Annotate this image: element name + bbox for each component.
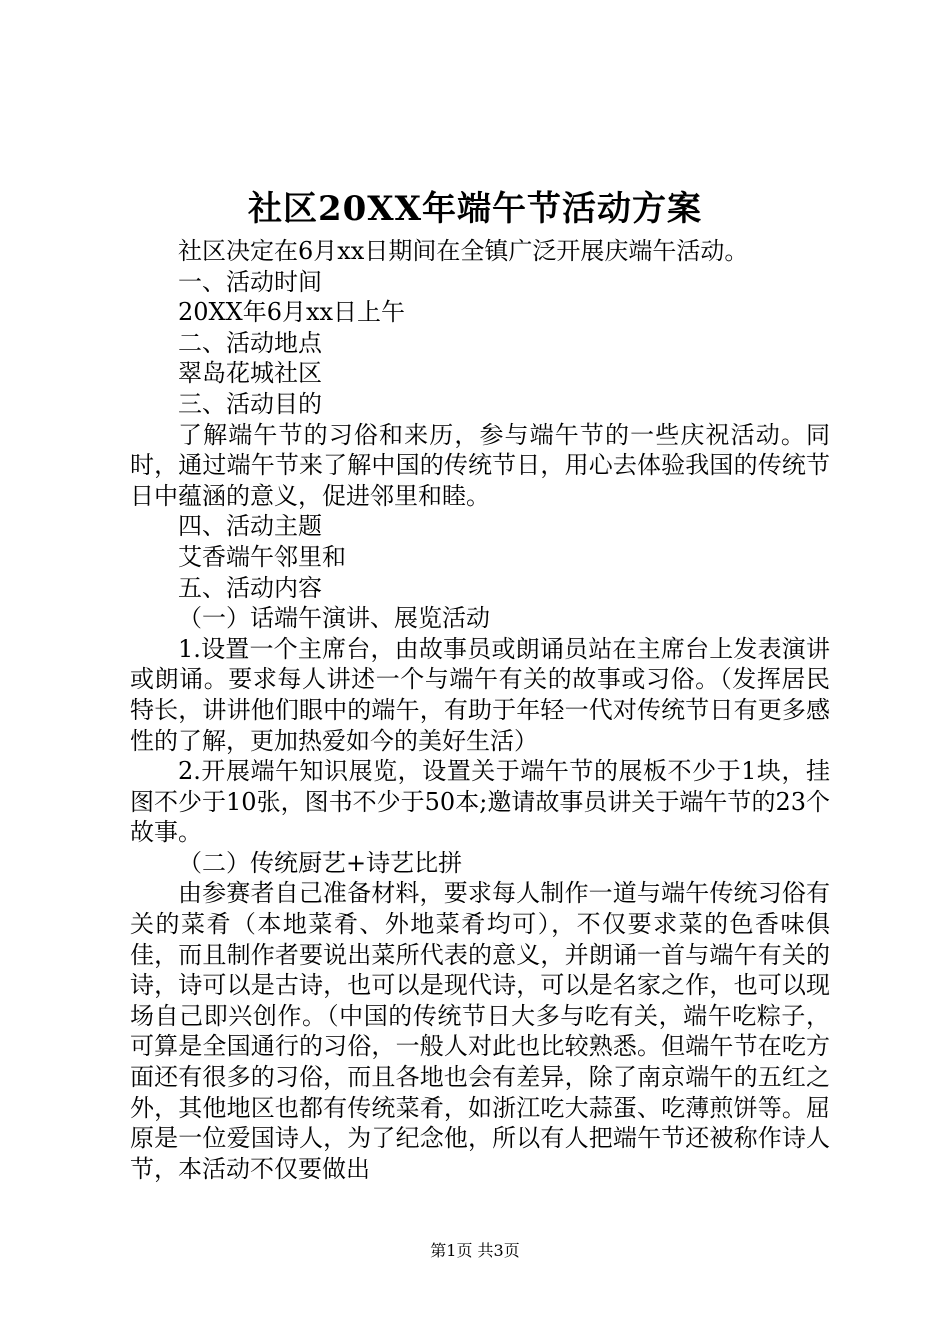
document-body [130,236,830,1184]
subsection-heading-speech: （一）话端午演讲、展览活动 [178,604,490,633]
section-heading-location: 二、活动地点 [178,328,322,357]
cooking-paragraph: 由参赛者自己准备材料，要求每人制作一道与端午传统习俗有关的菜肴（本地菜肴、外地菜肴均可），不仅要求菜的色香味俱佳，而且制作者要说出菜所代表的意义，并朗诵一首与端午有关的诗，诗可以是古诗，也可以是现代诗，可以是名家之作，也可以现场自己即兴创作。（中国的传统节日大多与吃有关，端午吃粽子，可算是全国通行的习俗，一般人对此也比较熟悉。但端午节在吃方面还有很多的习俗，而且各地也会有差异，除了南京端午的五红之外，其他地区也都有传统菜肴，如浙江吃大蒜蛋、吃薄煎饼等。屈原是一位爱国诗人，为了纪念他，所以有人把端午节还被称作诗人节，本活动不仅要做出 [130,879,830,1183]
purpose-paragraph: 了解端午节的习俗和来历，参与端午节的一些庆祝活动。同时，通过端午节来了解中国的传统节日，用心去体验我国的传统节日中蕴涵的意义，促进邻里和睦。 [130,420,830,510]
section-heading-time: 一、活动时间 [178,267,322,296]
section-heading-purpose: 三、活动目的 [178,389,322,418]
section-heading-content: 五、活动内容 [178,573,322,602]
theme-paragraph: 艾香端午邻里和 [178,542,346,571]
location-paragraph: 翠岛花城社区 [178,359,322,388]
document-title: 社区20XX年端午节活动方案 [247,189,703,229]
speech-item-2: 2.开展端午知识展览，设置关于端午节的展板不少于1块，挂图不少于10张，图书不少于50本;邀请故事员讲关于端午节的23个故事。 [130,757,830,847]
subsection-heading-cooking: （二）传统厨艺+诗艺比拼 [178,848,463,877]
section-heading-theme: 四、活动主题 [178,512,322,541]
speech-item-1: 1.设置一个主席台，由故事员或朗诵员站在主席台上发表演讲或朗诵。要求每人讲述一个与端午有关的故事或习俗。（发挥居民特长，讲讲他们眼中的端午，有助于年轻一代对传统节日有更多感性的了解，更加热爱如今的美好生活） [130,634,830,755]
time-paragraph: 20XX年6月xx日上午 [178,298,406,327]
page-footer: 第1页 共3页 [430,1241,520,1260]
intro-paragraph: 社区决定在6月xx日期间在全镇广泛开展庆端午活动。 [178,237,749,265]
